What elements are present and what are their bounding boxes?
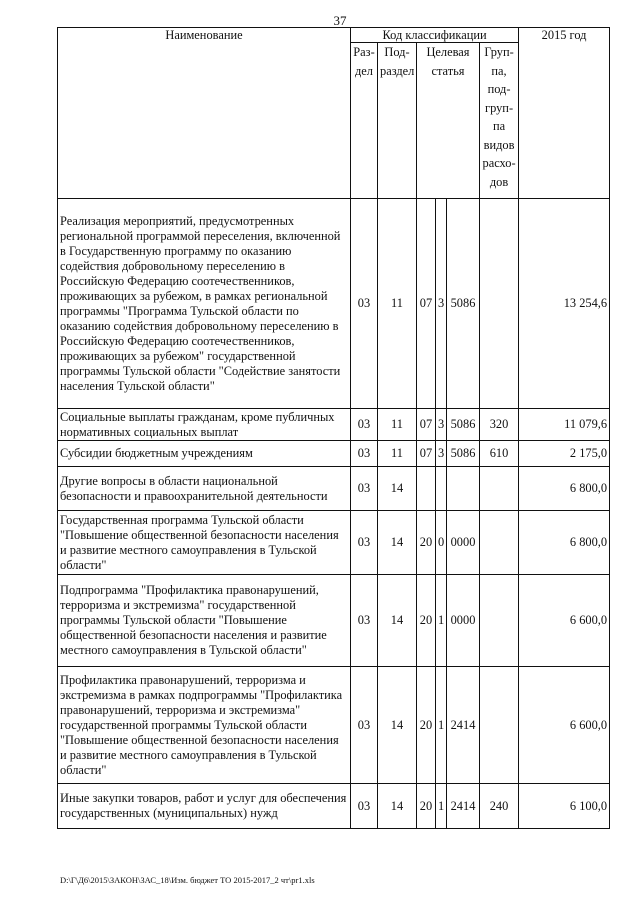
row-amount: 11 079,6: [519, 409, 610, 441]
row-subsection: 14: [378, 575, 417, 667]
table-row: [58, 441, 610, 467]
row-section: 03: [351, 784, 378, 829]
row-name: Подпрограмма "Профилактика правонарушений, терроризма и экстремизма" государственной программы Тульской области "Повышение общественной безопасности населения и развитие местного самоуправления в Тульской области": [58, 575, 351, 667]
row-section: 03: [351, 575, 378, 667]
row-target-program: 07: [417, 441, 436, 467]
row-name: Субсидии бюджетным учреждениям: [58, 441, 351, 467]
table-row: [58, 409, 610, 441]
row-target-subprogram: 0: [436, 511, 447, 575]
table-row: [58, 467, 610, 511]
row-name: Социальные выплаты гражданам, кроме публичных нормативных социальных выплат: [58, 409, 351, 441]
row-target-subprogram: 1: [436, 575, 447, 667]
row-target-program: 20: [417, 575, 436, 667]
row-target-program: 07: [417, 409, 436, 441]
row-expense-group: 320: [480, 409, 519, 441]
row-subsection: 11: [378, 199, 417, 409]
row-section: 03: [351, 667, 378, 784]
page-number: 37: [333, 13, 347, 28]
row-name: Профилактика правонарушений, терроризма и экстремизма в рамках подпрограммы "Профилактика правонарушений, терроризма и экстремизма" государственной программы Тульской области "Повышение общественной безопасности населения и развитие местного самоуправления в Тульской области": [58, 667, 351, 784]
budget-table: [57, 27, 610, 829]
row-target-subprogram: 3: [436, 199, 447, 409]
row-subsection: 11: [378, 441, 417, 467]
row-target-subprogram: 3: [436, 409, 447, 441]
table-row: [58, 575, 610, 667]
row-name: Другие вопросы в области национальной безопасности и правоохранительной деятельности: [58, 467, 351, 511]
row-target-subprogram: [436, 467, 447, 511]
row-subsection: 14: [378, 784, 417, 829]
header-subsection: Под- раздел: [378, 43, 417, 199]
row-expense-group: [480, 199, 519, 409]
row-name: Государственная программа Тульской области "Повышение общественной безопасности населения и развитие местного самоуправления в Тульской области": [58, 511, 351, 575]
header-name: Наименование: [58, 28, 351, 199]
row-target-program: 20: [417, 784, 436, 829]
row-target-direction: [447, 467, 480, 511]
row-target-direction: 5086: [447, 441, 480, 467]
row-target-program: 07: [417, 199, 436, 409]
table-row: [58, 511, 610, 575]
row-subsection: 14: [378, 511, 417, 575]
file-path-footer: D:\Г\Д6\2015\ЗАКОН\ЗАС_18\Изм. бюджет ТО 2015-2017_2 чт\рr1.xls: [60, 875, 315, 885]
row-name: Иные закупки товаров, работ и услуг для обеспечения государственных (муниципальных) нужд: [58, 784, 351, 829]
header-code-group: Код классификации: [351, 28, 519, 43]
header-year: 2015 год: [519, 28, 610, 199]
row-name: Реализация мероприятий, предусмотренных региональной программой переселения, включенной в Государственную программу по оказанию содействия добровольному переселению в Российскую Федерацию соотечественников, проживающих за рубежом, в рамках региональной программы "Программа Тульской области по оказанию содействия добровольному переселению в Российскую Федерацию соотечественников, проживающих за рубежом" государственной программы Тульской области "Содействие занятости населения Тульской области": [58, 199, 351, 409]
row-amount: 6 600,0: [519, 667, 610, 784]
row-target-subprogram: 1: [436, 667, 447, 784]
row-section: 03: [351, 199, 378, 409]
row-expense-group: [480, 667, 519, 784]
row-expense-group: [480, 511, 519, 575]
row-section: 03: [351, 409, 378, 441]
row-amount: 6 800,0: [519, 511, 610, 575]
row-target-subprogram: 1: [436, 784, 447, 829]
row-section: 03: [351, 441, 378, 467]
row-amount: 6 100,0: [519, 784, 610, 829]
row-target-direction: 2414: [447, 784, 480, 829]
row-target-direction: 5086: [447, 199, 480, 409]
row-amount: 6 600,0: [519, 575, 610, 667]
row-expense-group: [480, 575, 519, 667]
budget-body: [58, 199, 610, 829]
row-amount: 6 800,0: [519, 467, 610, 511]
table-row: [58, 784, 610, 829]
row-target-subprogram: 3: [436, 441, 447, 467]
row-target-program: [417, 467, 436, 511]
row-target-direction: 0000: [447, 511, 480, 575]
row-subsection: 14: [378, 467, 417, 511]
row-target-direction: 2414: [447, 667, 480, 784]
row-subsection: 14: [378, 667, 417, 784]
table-row: [58, 667, 610, 784]
row-expense-group: 240: [480, 784, 519, 829]
row-subsection: 11: [378, 409, 417, 441]
row-target-program: 20: [417, 511, 436, 575]
row-section: 03: [351, 511, 378, 575]
row-target-program: 20: [417, 667, 436, 784]
row-expense-group: [480, 467, 519, 511]
row-target-direction: 0000: [447, 575, 480, 667]
row-target-direction: 5086: [447, 409, 480, 441]
header-group: Груп- па, под- груп- па видов расхо- дов: [480, 43, 519, 199]
table-row: [58, 199, 610, 409]
header-section: Раз- дел: [351, 43, 378, 199]
row-amount: 2 175,0: [519, 441, 610, 467]
row-amount: 13 254,6: [519, 199, 610, 409]
row-section: 03: [351, 467, 378, 511]
header-target: Целевая статья: [417, 43, 480, 199]
row-expense-group: 610: [480, 441, 519, 467]
